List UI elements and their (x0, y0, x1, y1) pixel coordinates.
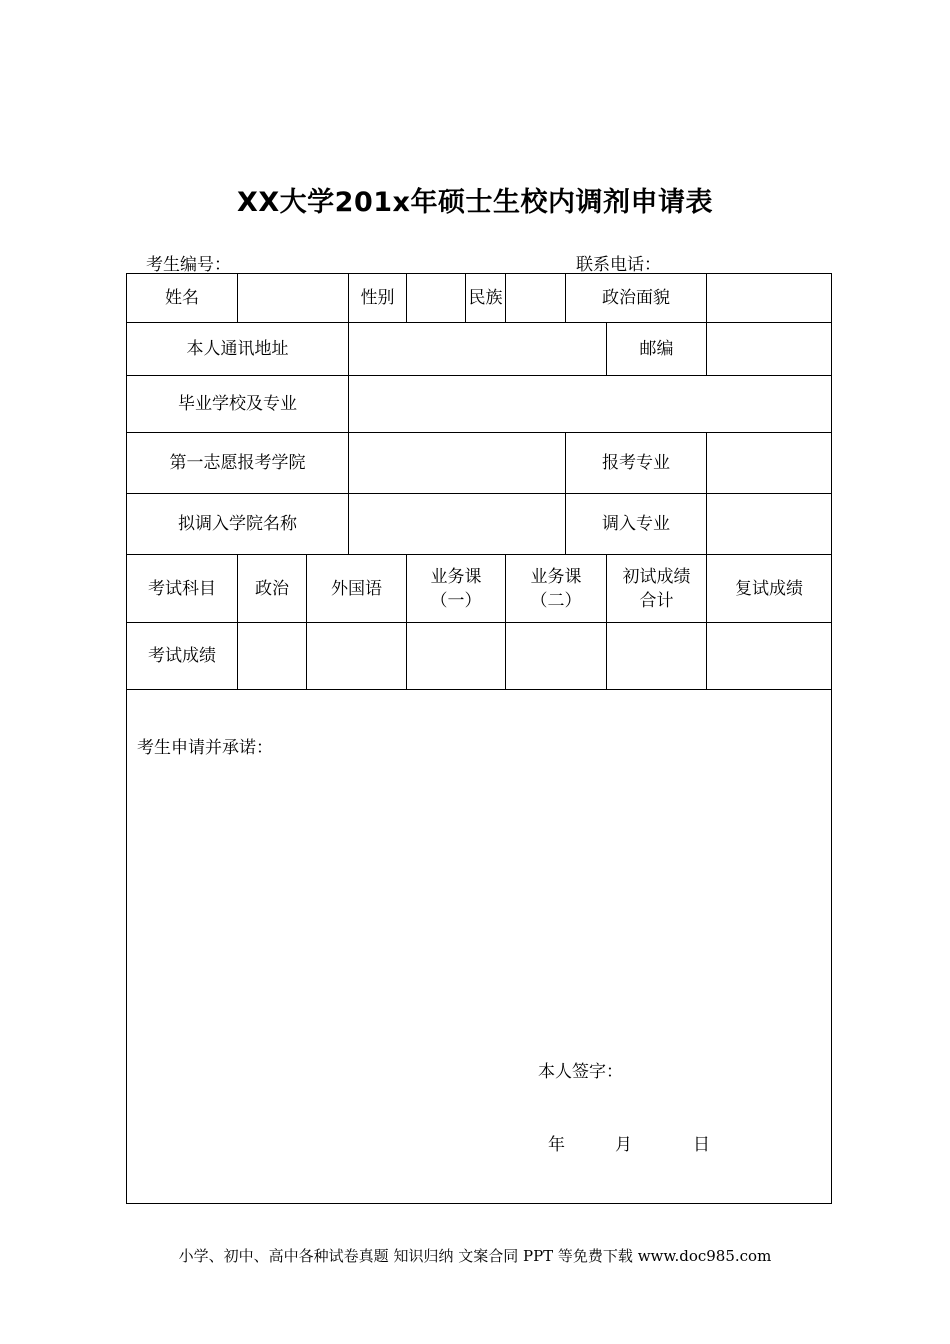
initial-total-header-line2: 合计 (639, 590, 674, 611)
table-row (127, 323, 832, 376)
footer-text: 小学、初中、高中各种试卷真题 知识归纳 文案合同 PPT 等免费下载 www.doc985.com (178, 1247, 772, 1265)
ethnicity-label: 民族 (466, 274, 506, 323)
initial-total-header (607, 555, 707, 623)
course2-score-field[interactable] (506, 623, 607, 690)
address-field[interactable] (349, 323, 607, 376)
course1-score-field[interactable] (407, 623, 506, 690)
table-row (127, 690, 832, 1204)
date-day-label: 日 (693, 1135, 710, 1155)
postcode-field[interactable] (707, 323, 832, 376)
first-choice-college-field[interactable] (349, 433, 566, 494)
statement-label: 考生申请并承诺： (137, 738, 273, 758)
candidate-number-label: 考生编号： (146, 255, 231, 275)
ethnicity-field[interactable] (506, 274, 566, 323)
political-status-label: 政治面貌 (566, 274, 707, 323)
applied-major-label: 报考专业 (566, 433, 707, 494)
transfer-major-field[interactable] (707, 494, 832, 555)
transfer-major-label: 调入专业 (566, 494, 707, 555)
course1-header-line1: 业务课 (430, 566, 482, 587)
retest-score-field[interactable] (707, 623, 832, 690)
course2-header (506, 555, 607, 623)
political-status-field[interactable] (707, 274, 832, 323)
school-major-field[interactable] (349, 376, 832, 433)
address-label: 本人通讯地址 (127, 323, 349, 376)
statement-area[interactable] (127, 690, 832, 1204)
name-field[interactable] (238, 274, 349, 323)
course2-header-line2: （二） (530, 590, 582, 611)
date-month-label: 月 (615, 1135, 632, 1155)
table-row (127, 555, 832, 623)
postcode-label: 邮编 (607, 323, 707, 376)
retest-header: 复试成绩 (707, 555, 832, 623)
course1-header (407, 555, 506, 623)
table-row (127, 494, 832, 555)
contact-phone-label: 联系电话： (576, 255, 661, 275)
school-major-label: 毕业学校及专业 (127, 376, 349, 433)
politics-score-field[interactable] (238, 623, 307, 690)
foreign-language-header: 外国语 (307, 555, 407, 623)
foreign-language-score-field[interactable] (307, 623, 407, 690)
exam-score-label: 考试成绩 (127, 623, 238, 690)
signature-label: 本人签字： (538, 1062, 623, 1082)
politics-header: 政治 (238, 555, 307, 623)
transfer-college-label: 拟调入学院名称 (127, 494, 349, 555)
date-year-label: 年 (548, 1135, 565, 1155)
initial-total-header-line1: 初试成绩 (622, 566, 691, 587)
initial-total-score-field[interactable] (607, 623, 707, 690)
form-title: XX大学201x年硕士生校内调剂申请表 (237, 187, 713, 218)
name-label: 姓名 (127, 274, 238, 323)
gender-field[interactable] (407, 274, 466, 323)
transfer-college-field[interactable] (349, 494, 566, 555)
table-row (127, 623, 832, 690)
table-row (127, 376, 832, 433)
first-choice-college-label: 第一志愿报考学院 (127, 433, 349, 494)
course1-header-line2: （一） (430, 590, 482, 611)
gender-label: 性别 (349, 274, 407, 323)
table-row (127, 433, 832, 494)
application-form-table (126, 273, 832, 1204)
applied-major-field[interactable] (707, 433, 832, 494)
table-row (127, 274, 832, 323)
course2-header-line1: 业务课 (530, 566, 582, 587)
exam-subject-label: 考试科目 (127, 555, 238, 623)
